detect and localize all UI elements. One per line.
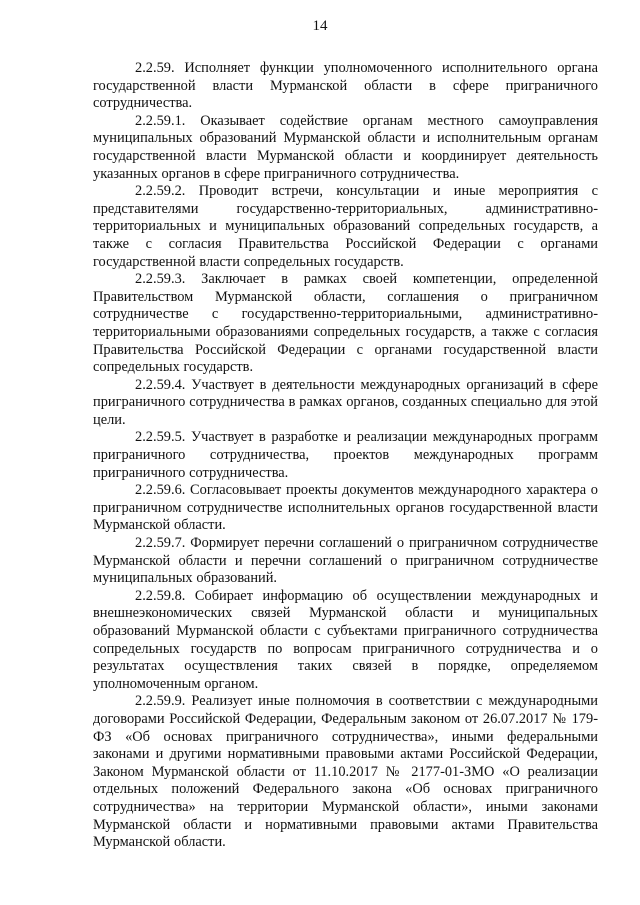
paragraph-2-2-59-8: 2.2.59.8. Собирает информацию об осуществлении международных и внешнеэкономических связей Мурманской области и муниципальных образований Мурманской области с субъектами приграничного сотрудничества сопредельных государств по вопросам приграничного сотрудничества и о результатах осуществления таких связей в порядке, определяемом уполномоченным органом. — [93, 587, 598, 692]
paragraph-2-2-59-4: 2.2.59.4. Участвует в деятельности международных организаций в сфере приграничного сотрудничества в рамках органов, созданных специально для этой цели. — [93, 376, 598, 428]
paragraph-2-2-59-3: 2.2.59.3. Заключает в рамках своей компетенции, определенной Правительством Мурманской области, соглашения о приграничном сотрудничестве с государственно-территориальными, административно-территориальными образованиями сопредельных государств, а также с согласия Правительства Российской Федерации с органами государственной власти сопредельных государств. — [93, 271, 598, 376]
paragraph-2-2-59-2: 2.2.59.2. Проводит встречи, консультации и иные мероприятия с представителями государственно-территориальных, административно-территориальных и муниципальных образований сопредельных государств, а также с согласия Правительства Российской Федерации с органами государственной власти сопредельных государств. — [93, 183, 598, 270]
paragraph-2-2-59-1: 2.2.59.1. Оказывает содействие органам местного самоуправления муниципальных образований Мурманской области и исполнительным органам государственной власти Мурманской области и координирует деятельность указанных органов в сфере приграничного сотрудничества. — [93, 112, 598, 182]
paragraph-2-2-59-9: 2.2.59.9. Реализует иные полномочия в соответствии с международными договорами Российской Федерации, Федеральным законом от 26.07.2017 № 179-ФЗ «Об основах приграничного сотрудничества», иными федеральными законами и другими нормативными правовыми актами Российской Федерации, Законом Мурманской области от 11.10.2017 № 2177-01-ЗМО «О реализации отдельных положений Федерального закона «Об основах приграничного сотрудничества» на территории Мурманской области», иными законами Мурманской области и нормативными правовыми актами Правительства Мурманской области. — [93, 693, 598, 851]
document-body — [93, 60, 598, 852]
paragraph-2-2-59-5: 2.2.59.5. Участвует в разработке и реализации международных программ приграничного сотрудничества, проектов международных программ приграничного сотрудничества. — [93, 429, 598, 481]
paragraph-2-2-59-6: 2.2.59.6. Согласовывает проекты документов международного характера о приграничном сотрудничестве исполнительных органов государственной власти Мурманской области. — [93, 482, 598, 534]
paragraph-2-2-59-7: 2.2.59.7. Формирует перечни соглашений о приграничном сотрудничестве Мурманской области и перечни соглашений о приграничном сотрудничестве муниципальных образований. — [93, 535, 598, 587]
paragraph-2-2-59: 2.2.59. Исполняет функции уполномоченного исполнительного органа государственной власти Мурманской области в сфере приграничного сотрудничества. — [93, 60, 598, 112]
page-number: 14 — [312, 18, 328, 34]
